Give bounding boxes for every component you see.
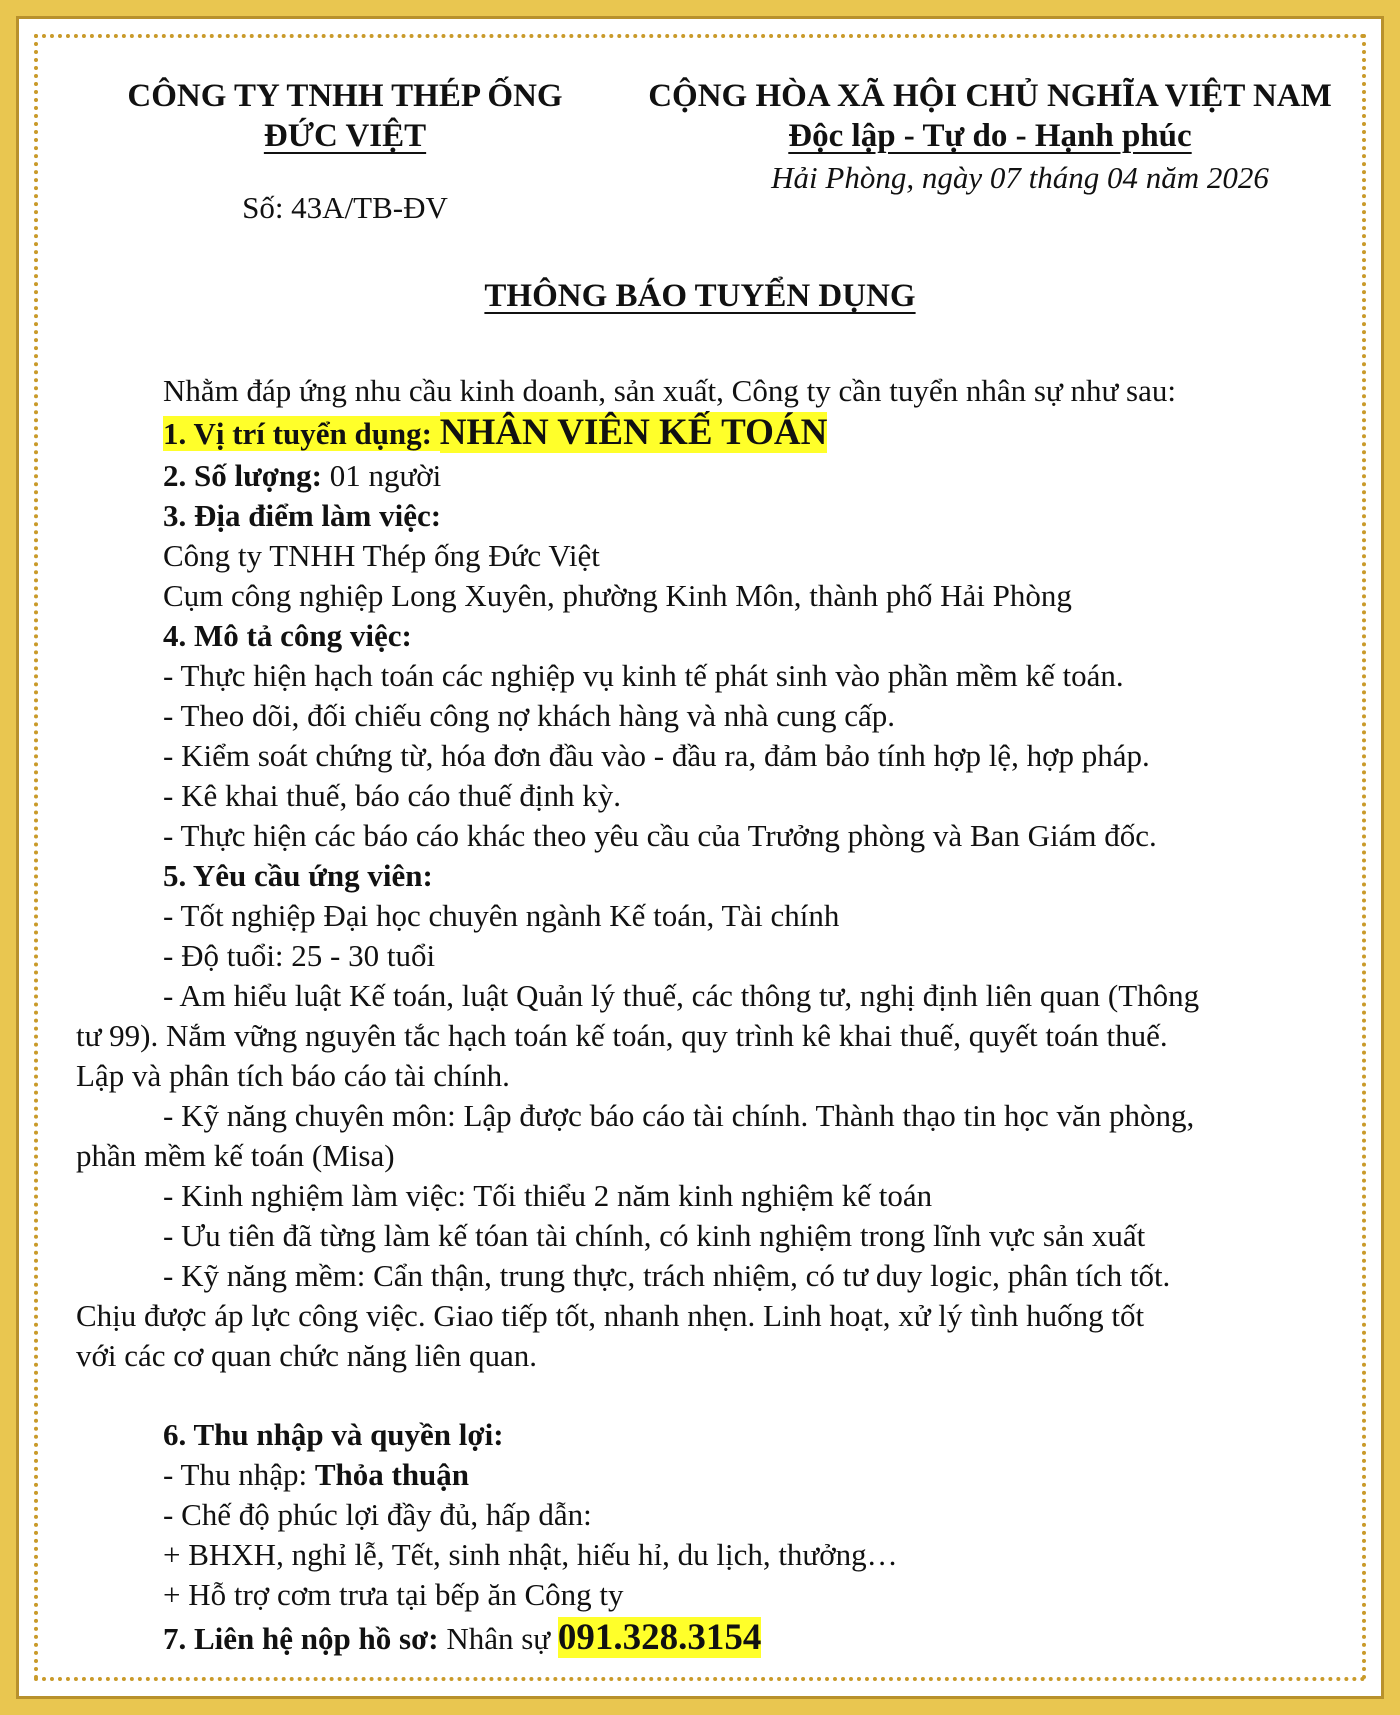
section-5-heading: 5. Yêu cầu ứng viên: bbox=[163, 858, 433, 893]
requirement-item: - Am hiểu luật Kế toán, luật Quản lý thuế, các thông tư, nghị định liên quan (Thông bbox=[163, 978, 1200, 1013]
income-line bbox=[163, 1455, 469, 1495]
requirement-item: - Kỹ năng mềm: Cẩn thận, trung thực, trách nhiệm, có tư duy logic, phân tích tốt. bbox=[163, 1258, 1171, 1293]
section-2-label: 2. Số lượng: bbox=[163, 458, 322, 493]
benefit-item: - Chế độ phúc lợi đầy đủ, hấp dẫn: bbox=[163, 1497, 592, 1532]
job-desc-item: - Kê khai thuế, báo cáo thuế định kỳ. bbox=[163, 778, 621, 813]
job-desc-item: - Thực hiện các báo cáo khác theo yêu cầu của Trưởng phòng và Ban Giám đốc. bbox=[163, 818, 1157, 853]
requirement-item: - Tốt nghiệp Đại học chuyên ngành Kế toán, Tài chính bbox=[163, 898, 840, 933]
requirement-item-cont: với các cơ quan chức năng liên quan. bbox=[76, 1338, 538, 1373]
company-name-line1: CÔNG TY TNHH THÉP ỐNG bbox=[127, 78, 563, 114]
job-desc-item: - Theo dõi, đối chiếu công nợ khách hàng và nhà cung cấp. bbox=[163, 698, 896, 733]
document-number: Số: 43A/TB-ĐV bbox=[242, 190, 448, 225]
national-motto-text: Độc lập - Tự do - Hạnh phúc bbox=[788, 118, 1192, 154]
requirement-item-cont: tư 99). Nắm vững nguyên tắc hạch toán kế toán, quy trình kê khai thuế, quyết toán thuế. bbox=[76, 1018, 1168, 1053]
issue-date: Hải Phòng, ngày 07 tháng 04 năm 2026 bbox=[771, 160, 1269, 195]
section-6-heading: 6. Thu nhập và quyền lợi: bbox=[163, 1417, 504, 1452]
section-4-heading: 4. Mô tả công việc: bbox=[163, 618, 412, 653]
income-value: Thỏa thuận bbox=[314, 1457, 470, 1492]
page-title-text: THÔNG BÁO TUYỂN DỤNG bbox=[484, 278, 916, 314]
requirement-item: - Kỹ năng chuyên môn: Lập được báo cáo tài chính. Thành thạo tin học văn phòng, bbox=[163, 1098, 1195, 1133]
company-name-line2-text: ĐỨC VIỆT bbox=[263, 118, 427, 154]
requirement-item: - Ưu tiên đã từng làm kế tóan tài chính, có kinh nghiệm trong lĩnh vực sản xuất bbox=[163, 1218, 1146, 1253]
national-motto bbox=[640, 118, 1340, 155]
position-title: NHÂN VIÊN KẾ TOÁN bbox=[439, 412, 828, 453]
job-desc-item: - Thực hiện hạch toán các nghiệp vụ kinh tế phát sinh vào phần mềm kế toán. bbox=[163, 658, 1124, 693]
contact-person: Nhân sự bbox=[438, 1621, 558, 1656]
workplace-company: Công ty TNHH Thép ống Đức Việt bbox=[163, 538, 600, 573]
job-desc-item: - Kiểm soát chứng từ, hóa đơn đầu vào - đầu ra, đảm bảo tính hợp lệ, hợp pháp. bbox=[163, 738, 1150, 773]
section-7 bbox=[163, 1618, 761, 1659]
requirement-item-cont: Lập và phân tích báo cáo tài chính. bbox=[76, 1058, 510, 1093]
section-1 bbox=[163, 413, 827, 454]
company-name-line2 bbox=[100, 118, 590, 155]
contact-phone: 091.328.3154 bbox=[557, 1617, 762, 1658]
benefit-item: + Hỗ trợ cơm trưa tại bếp ăn Công ty bbox=[163, 1577, 624, 1612]
intro-text: Nhằm đáp ứng nhu cầu kinh doanh, sản xuất, Công ty cần tuyển nhân sự như sau: bbox=[163, 373, 1176, 408]
workplace-address: Cụm công nghiệp Long Xuyên, phường Kinh Môn, thành phố Hải Phòng bbox=[163, 578, 1072, 613]
requirement-item-cont: phần mềm kế toán (Misa) bbox=[76, 1138, 395, 1173]
section-3-heading: 3. Địa điểm làm việc: bbox=[163, 498, 442, 533]
page-title bbox=[0, 278, 1400, 315]
section-2 bbox=[163, 456, 441, 496]
section-1-label: 1. Vị trí tuyển dụng: bbox=[163, 416, 440, 451]
benefit-item: + BHXH, nghỉ lễ, Tết, sinh nhật, hiếu hỉ, du lịch, thưởng… bbox=[163, 1537, 898, 1572]
requirement-item: - Độ tuổi: 25 - 30 tuổi bbox=[163, 938, 436, 973]
national-title: CỘNG HÒA XÃ HỘI CHỦ NGHĨA VIỆT NAM bbox=[648, 78, 1332, 114]
section-7-label: 7. Liên hệ nộp hồ sơ: bbox=[163, 1621, 439, 1656]
quantity-value: 01 người bbox=[321, 458, 442, 493]
requirement-item: - Kinh nghiệm làm việc: Tối thiểu 2 năm kinh nghiệm kế toán bbox=[163, 1178, 933, 1213]
requirement-item-cont: Chịu được áp lực công việc. Giao tiếp tốt, nhanh nhẹn. Linh hoạt, xử lý tình huống tốt bbox=[76, 1298, 1145, 1333]
income-label: - Thu nhập: bbox=[163, 1457, 315, 1492]
